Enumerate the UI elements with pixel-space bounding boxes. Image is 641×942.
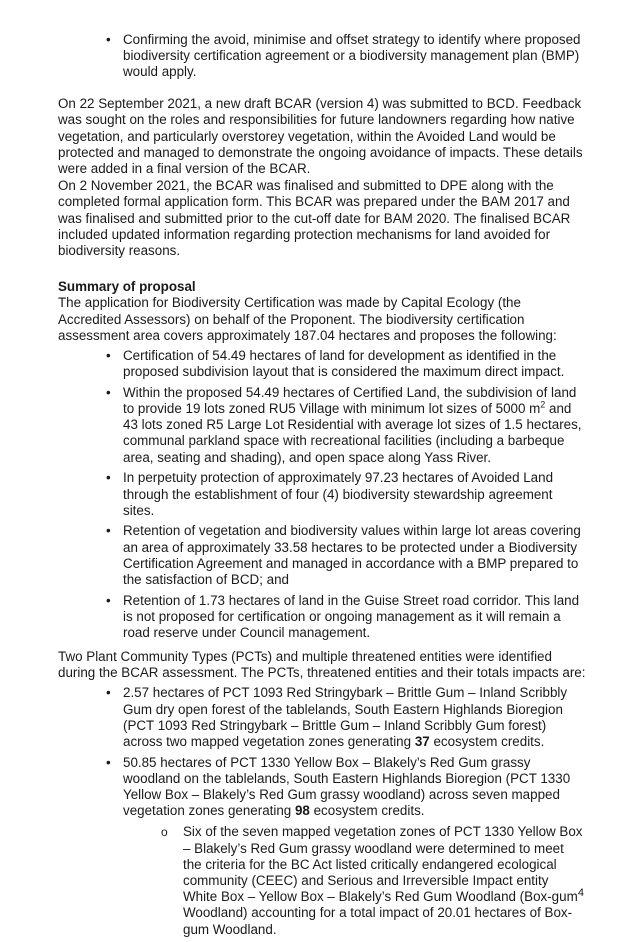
document-page bbox=[58, 32, 586, 942]
list-item bbox=[106, 592, 586, 642]
proposal-bullet-text: Within the proposed 54.49 hectares of Certified Land, the subdivision of land to provide 19 lots zoned RU5 Village with minimum lot sizes of 5000 m bbox=[123, 384, 577, 417]
strategy-bullet-text: Confirming the avoid, minimise and offset strategy to identify where proposed biodiversity certification agreement or a biodiversity management plan (BMP) would apply. bbox=[123, 32, 581, 80]
section-heading-summary: Summary of proposal bbox=[58, 279, 196, 295]
bullet-icon: • bbox=[106, 384, 111, 400]
paragraph-september: On 22 September 2021, a new draft BCAR (version 4) was submitted to BCD. Feedback was sought on the roles and responsibilities for future landowners regarding how native vegetation, and particularly overstorey vegetation, within the Avoided Land would be protected and managed to demonstrate the ongoing avoidance of impacts. These details were added in a final version of the BCAR. bbox=[58, 96, 583, 176]
bullet-icon: • bbox=[106, 523, 111, 539]
pct-1093-text: 2.57 hectares of PCT 1093 Red Stringybark – Brittle Gum – Inland Scribbly Gum dry open forest of the tablelands, South Eastern Highlands Bioregion (PCT 1093 Red Stringybark – Brittle Gum – Inland Scribbly Gum forest) across two mapped vegetation zones generating bbox=[123, 685, 568, 749]
bullet-icon: • bbox=[106, 685, 111, 701]
pct-bullet-list bbox=[58, 685, 586, 938]
pct-1093-credits: 37 bbox=[414, 733, 430, 749]
proposal-bullet-text: Retention of 1.73 hectares of land in the Guise Street road corridor. This land is not proposed for certification or ongoing management as it will remain a road reserve under Council management. bbox=[123, 592, 580, 641]
list-item bbox=[106, 470, 586, 519]
pct-1093-text-end: ecosystem credits. bbox=[429, 733, 545, 749]
strategy-bullet-list bbox=[58, 32, 586, 81]
sub-bullet-icon: o bbox=[161, 825, 168, 840]
list-item bbox=[106, 347, 586, 380]
superscript-2: 2 bbox=[540, 399, 546, 410]
pct-1330-sub-text: Six of the seven mapped vegetation zones of PCT 1330 Yellow Box – Blakely’s Red Gum grassy woodland were determined to meet the criteria for the BC Act listed critically endangered ecological community (CEEC) and Serious and Irreversible Impact entity White Box – Yellow Box – Blakely’s Red Gum Woodland (Box-gum Woodland) accounting for a total impact of 20.01 hectares of Box-gum Woodland. bbox=[183, 824, 583, 937]
page-number: 4 bbox=[577, 887, 584, 899]
proposal-bullet-text: Certification of 54.49 hectares of land for development as identified in the proposed subdivision layout that is considered the maximum direct impact. bbox=[123, 347, 565, 380]
list-item bbox=[106, 384, 586, 466]
pct-1330-sub-list bbox=[123, 824, 586, 937]
bullet-icon: • bbox=[106, 32, 111, 47]
pct-intro: Two Plant Community Types (PCTs) and multiple threatened entities were identified during the BCAR assessment. The PCTs, threatened entities and their totals impacts are: bbox=[58, 648, 586, 681]
paragraph-november: On 2 November 2021, the BCAR was finalised and submitted to DPE along with the completed formal application form. This BCAR was prepared under the BAM 2017 and was finalised and submitted prior to the cut-off date for BAM 2020. The finalised BCAR included updated information regarding protection mechanisms for land avoided for biodiversity reasons. bbox=[58, 178, 571, 258]
pct-1330-text: 50.85 hectares of PCT 1330 Yellow Box – Blakely’s Red Gum grassy woodland on the tablelands, South Eastern Highlands Bioregion (PCT 1330 Yellow Box – Blakely’s Red Gum grassy woodland) across seven mapped vegetation zones generating bbox=[123, 754, 571, 819]
list-item bbox=[106, 523, 586, 588]
bullet-icon: • bbox=[106, 754, 111, 770]
list-item bbox=[106, 32, 586, 81]
proposal-bullet-text: Retention of vegetation and biodiversity values within large lot areas covering an area of approximately 33.58 hectares to be protected under a Biodiversity Certification Agreement and managed in accordance with a BMP prepared to the satisfaction of BCD; and bbox=[123, 523, 581, 588]
proposal-bullet-list bbox=[58, 348, 586, 641]
pct-1330-text-end: ecosystem credits. bbox=[309, 803, 425, 819]
bullet-icon: • bbox=[106, 470, 111, 486]
proposal-bullet-text: In perpetuity protection of approximately 97.23 hectares of Avoided Land through the establishment of four (4) biodiversity stewardship agreement sites. bbox=[123, 470, 554, 518]
proposal-bullet-text-cont: and 43 lots zoned R5 Large Lot Residential with average lot sizes of 1.5 hectares, communal parkland space with recreational facilities (including a barbeque area, seating and shading), and open space along Yass River. bbox=[123, 401, 582, 465]
list-item bbox=[106, 754, 586, 938]
bullet-icon: • bbox=[106, 592, 111, 608]
pct-1330-credits: 98 bbox=[294, 803, 310, 819]
list-item bbox=[106, 685, 586, 750]
list-item bbox=[161, 824, 586, 937]
summary-intro: The application for Biodiversity Certification was made by Capital Ecology (the Accredited Assessors) on behalf of the Proponent. The biodiversity certification assessment area covers approximately 187.04 hectares and proposes the following: bbox=[58, 295, 557, 343]
bullet-icon: • bbox=[106, 347, 111, 363]
